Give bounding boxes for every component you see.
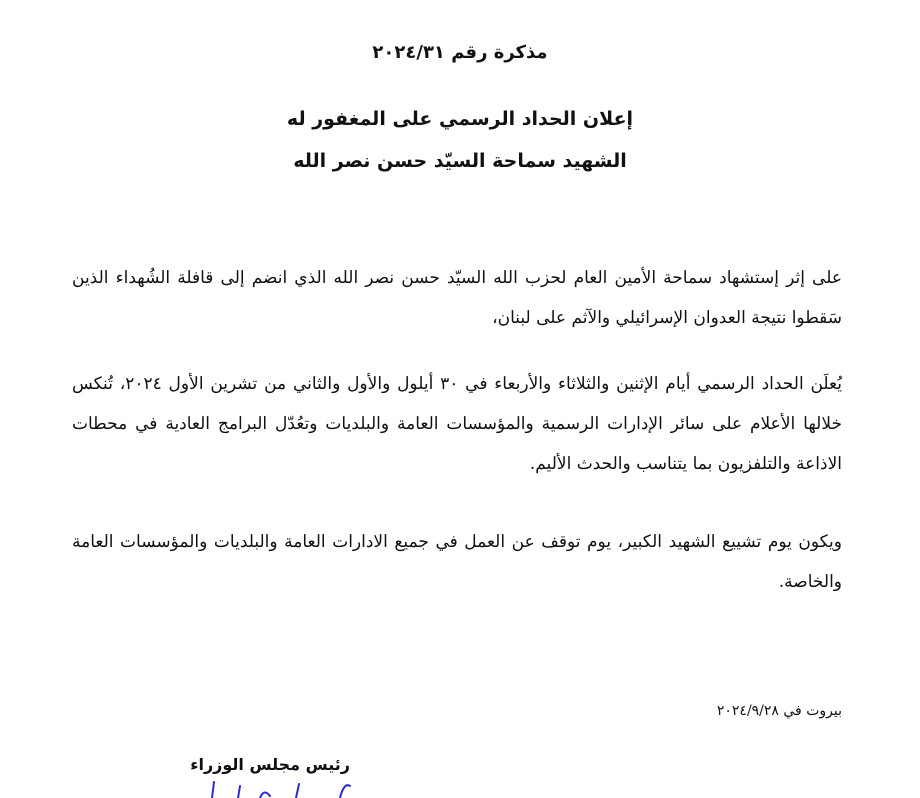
paragraph-funeral-day: ويكون يوم تشييع الشهيد الكبير، يوم توقف عن العمل في جميع الادارات العامة والبلديات والمؤسسات العامة والخاصة.	[72, 532, 842, 592]
paragraph-mourning-declaration: يُعلَن الحداد الرسمي أيام الإثنين والثلاثاء والأربعاء في ٣٠ أيلول والأول والثاني من تشرين الأول ٢٠٢٤، تُنكس خلالها الأعلام على سائر الإدارات الرسمية والمؤسسات العامة والبلديات وتعُدّل البرامج العادية في محطات الاذاعة والتلفزيون بما يتناسب والحدث الأليم.	[72, 374, 842, 474]
place-date: بيروت في ٢٠٢٤/٩/٢٨	[716, 703, 842, 719]
announcement-subtitle: الشهيد سماحة السيّد حسن نصر الله	[293, 150, 627, 172]
memo-number: مذكرة رقم ٢٠٢٤/٣١	[372, 42, 548, 63]
announcement-title: إعلان الحداد الرسمي على المغفور له	[286, 108, 634, 130]
handwritten-signature	[200, 780, 360, 798]
paragraph-intro: على إثر إستشهاد سماحة الأمين العام لحزب الله السيّد حسن نصر الله الذي انضم إلى قافلة الشُهداء الذين سَقطوا نتيجة العدوان الإسرائيلي والآثم على لبنان،	[72, 268, 842, 328]
signatory-title: رئيس مجلس الوزراء	[190, 755, 350, 774]
